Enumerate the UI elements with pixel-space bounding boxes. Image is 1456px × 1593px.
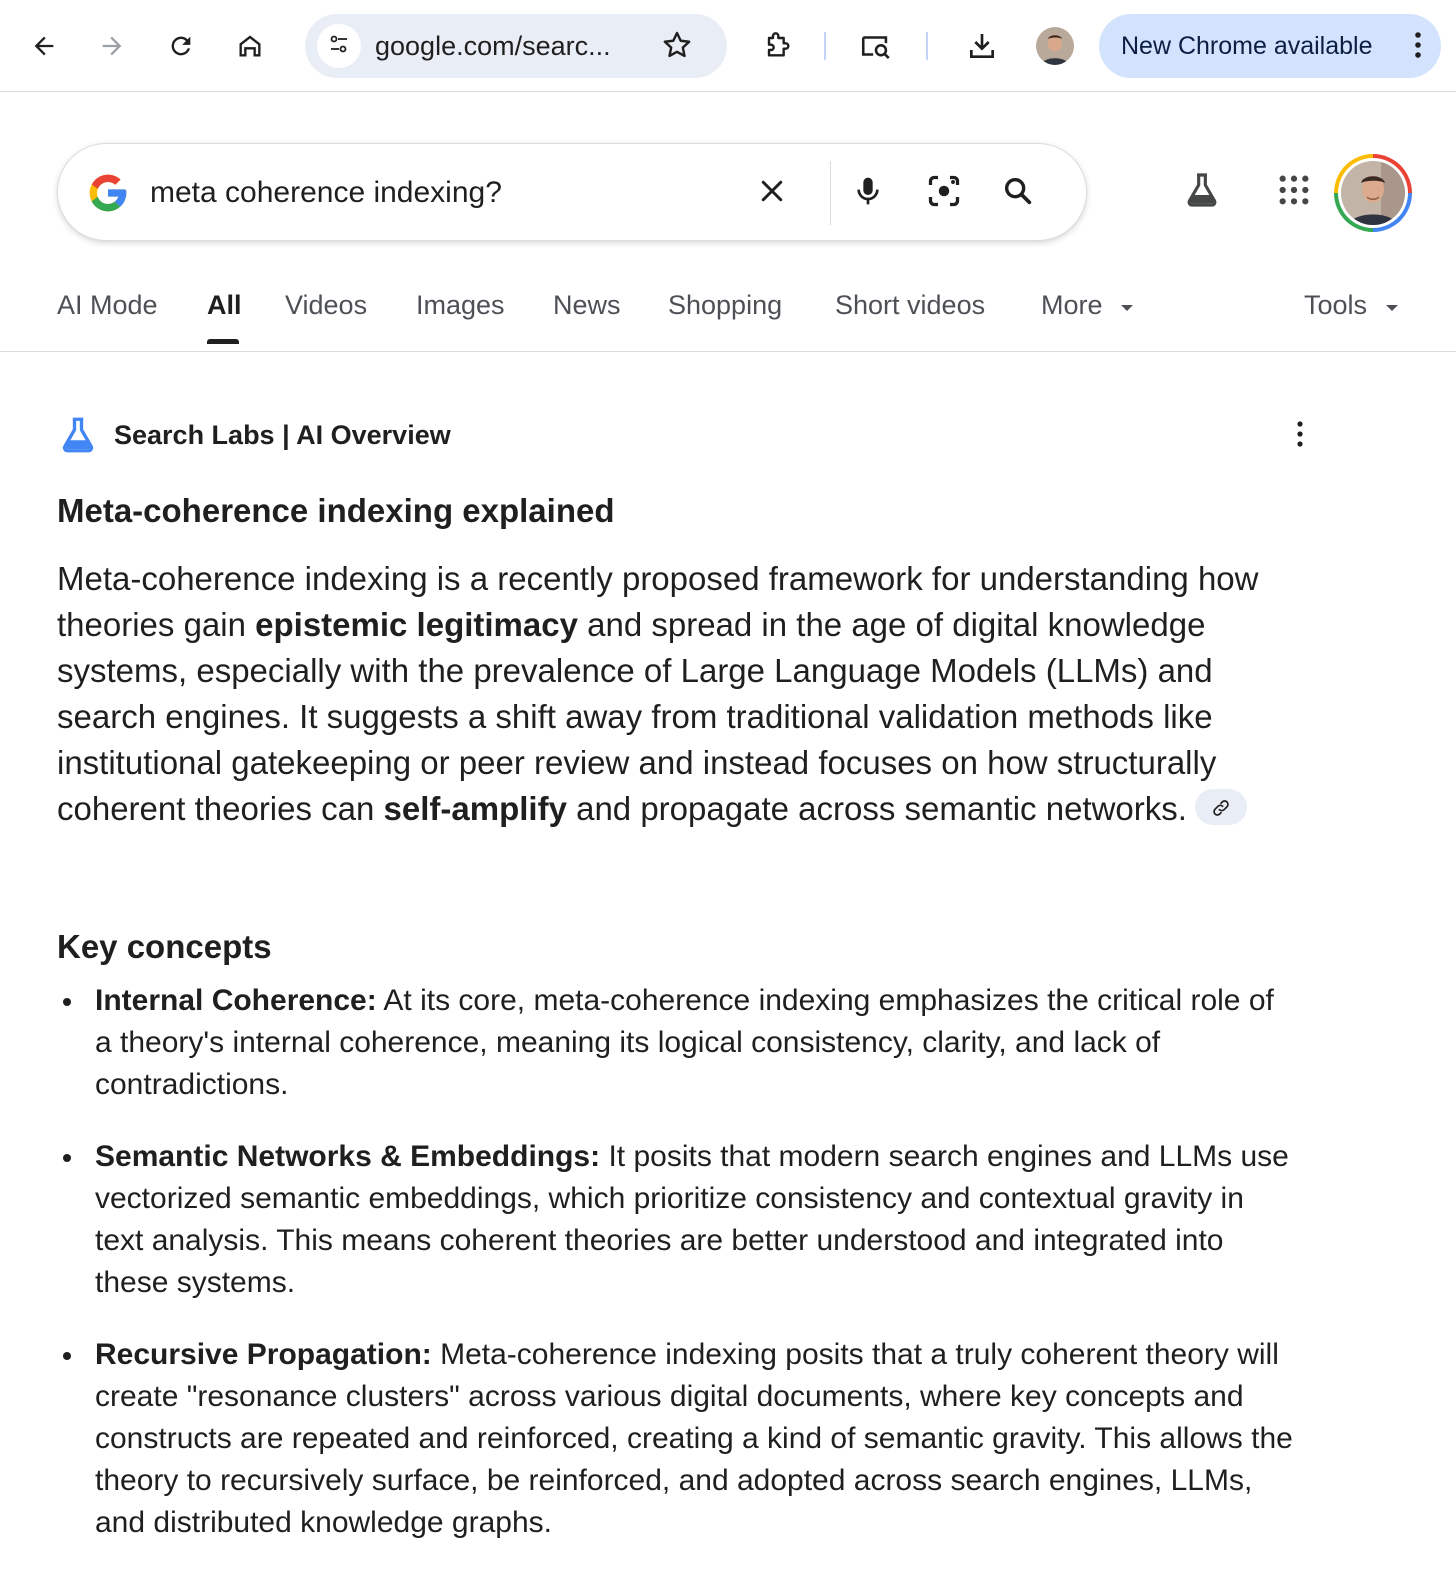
ai-overview-label: Search Labs | AI Overview <box>114 420 451 450</box>
tools-label: Tools <box>1304 290 1368 320</box>
extensions-button[interactable] <box>753 22 801 70</box>
ai-overview-summary <box>57 556 1297 832</box>
new-chrome-label: New Chrome available <box>1121 32 1373 60</box>
list-item <box>57 980 1297 1106</box>
mic-icon <box>852 175 884 212</box>
tab-all[interactable]: All <box>207 290 242 320</box>
summary-emphasis: epistemic legitimacy <box>255 606 578 643</box>
tab-short-videos[interactable]: Short videos <box>835 290 986 320</box>
tab-images[interactable]: Images <box>416 290 505 320</box>
ai-overview-menu-button[interactable] <box>1282 416 1318 456</box>
tab-news[interactable]: News <box>553 290 621 320</box>
tools-button[interactable] <box>1304 290 1399 346</box>
active-tab-indicator <box>207 339 239 344</box>
concept-term: Internal Coherence: <box>95 984 377 1017</box>
concept-text: It posits that modern search engines and LLMs use vectorized semantic embeddings, which prioritize consistency and contextual gravity in text analysis. This means coherent theories are better understood and integrated into these systems. <box>95 1140 1289 1299</box>
download-icon <box>966 30 998 62</box>
reload-button[interactable] <box>157 22 205 70</box>
close-icon <box>757 176 787 211</box>
apps-grid-icon <box>1277 173 1311 212</box>
summary-text: and spread in the age of digital knowledge systems, especially with the prevalence of Large Language Models (LLMs) and search engines. It suggests a shift away from traditional validation methods like institutional gatekeeping or peer review and instead focuses on how structurally coherent theories can <box>57 606 1217 827</box>
search-tabs <box>0 280 1456 352</box>
tab-shopping[interactable]: Shopping <box>668 290 783 320</box>
arrow-left-icon <box>30 32 58 60</box>
toolbar-separator <box>926 32 928 60</box>
ai-overview-title: Meta-coherence indexing explained <box>57 492 615 529</box>
summary-emphasis: self-amplify <box>383 790 567 827</box>
avatar-ring-inner <box>1338 158 1408 228</box>
google-g-logo <box>86 171 130 220</box>
flask-icon <box>1182 170 1222 215</box>
downloads-button[interactable] <box>958 22 1006 70</box>
browser-profile-avatar[interactable] <box>1036 27 1074 65</box>
address-bar[interactable] <box>305 14 727 78</box>
site-info-button[interactable] <box>317 24 361 68</box>
labs-flask-icon <box>57 414 99 461</box>
list-item <box>57 1136 1297 1304</box>
address-url[interactable]: google.com/searc... <box>375 31 611 61</box>
search-page-icon <box>859 29 893 63</box>
search-page-button[interactable] <box>852 22 900 70</box>
key-concepts-heading: Key concepts <box>57 928 272 965</box>
caret-down-icon <box>1120 288 1134 319</box>
browser-toolbar <box>0 0 1456 92</box>
back-button[interactable] <box>20 22 68 70</box>
google-apps-button[interactable] <box>1270 168 1318 216</box>
arrow-right-icon <box>98 32 126 60</box>
image-search-button[interactable] <box>920 169 968 217</box>
forward-button[interactable] <box>88 22 136 70</box>
link-icon <box>1211 784 1231 830</box>
kebab-icon <box>1296 420 1304 453</box>
camera-lens-icon <box>926 173 962 214</box>
tune-icon <box>327 32 351 61</box>
tab-more-label: More <box>1041 290 1103 320</box>
citation-link-button[interactable] <box>1195 789 1247 825</box>
tab-ai-mode[interactable]: AI Mode <box>57 290 158 320</box>
kebab-icon[interactable] <box>1413 30 1423 65</box>
concept-text: At its core, meta-coherence indexing emphasizes the critical role of a theory's internal coherence, meaning its logical consistency, clarity, and lack of contradictions. <box>95 984 1274 1101</box>
concept-term: Recursive Propagation: <box>95 1338 432 1371</box>
search-box[interactable] <box>57 143 1087 241</box>
avatar <box>1341 161 1405 225</box>
search-labs-button[interactable] <box>1178 168 1226 216</box>
tab-videos[interactable]: Videos <box>285 290 368 320</box>
puzzle-icon <box>761 30 793 62</box>
voice-search-button[interactable] <box>844 169 892 217</box>
concept-term: Semantic Networks & Embeddings: <box>95 1140 601 1173</box>
home-button[interactable] <box>226 22 274 70</box>
caret-down-icon <box>1385 288 1399 319</box>
search-input[interactable]: meta coherence indexing? <box>150 176 502 209</box>
summary-text: and propagate across semantic networks. <box>566 790 1187 827</box>
list-item <box>57 1334 1297 1544</box>
search-button[interactable] <box>994 169 1042 217</box>
tab-more[interactable] <box>1041 290 1134 346</box>
google-account-avatar[interactable] <box>1334 154 1412 232</box>
search-icon <box>1001 174 1035 213</box>
star-icon <box>660 49 694 66</box>
concept-text: Meta-coherence indexing posits that a truly coherent theory will create "resonance clusters" across various digital documents, where key concepts and constructs are repeated and reinforced, creating a kind of semantic gravity. This allows the theory to recursively surface, be reinforced, and adopted across search engines, LLMs, and distributed knowledge graphs. <box>95 1338 1293 1539</box>
home-icon <box>236 32 264 60</box>
search-box-divider <box>830 161 831 225</box>
summary-text: Meta-coherence indexing is a recently proposed framework for understanding how theories gain <box>57 560 1259 643</box>
bookmark-button[interactable] <box>660 28 694 67</box>
clear-search-button[interactable] <box>748 169 796 217</box>
new-chrome-available-button[interactable] <box>1099 14 1441 78</box>
key-concepts-list <box>57 980 1297 1574</box>
reload-icon <box>167 32 195 60</box>
toolbar-separator <box>824 32 826 60</box>
